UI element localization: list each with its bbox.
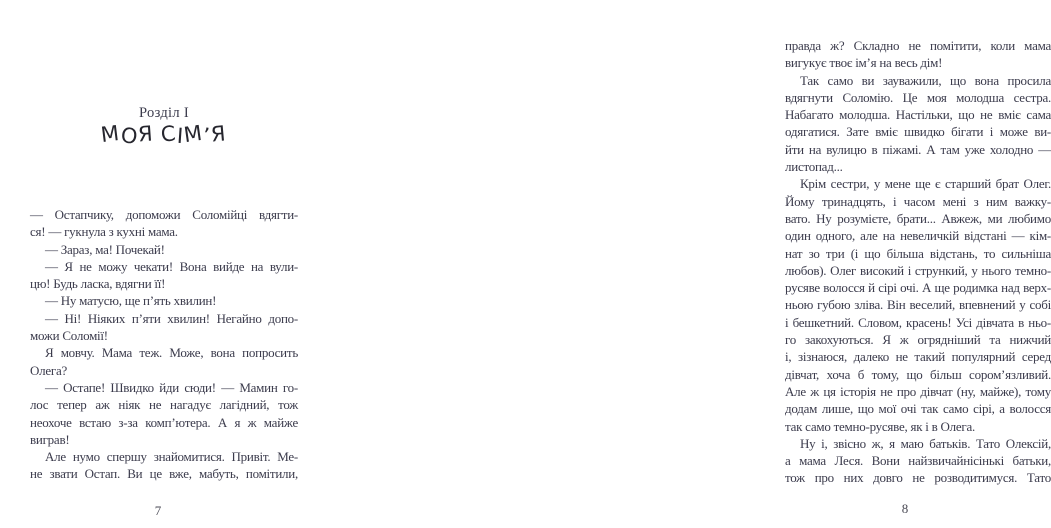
text-line: — Остапчику, допоможи Соломійці вдягти- bbox=[30, 207, 298, 222]
text-line: русяве волосся й сірі очі. А ще родимка над верх- bbox=[785, 280, 1051, 296]
text-line: Так само ви зауважили, що вона просила bbox=[800, 72, 1051, 88]
left-page bbox=[0, 0, 357, 528]
text-line: і, зізнаюся, далеко не такий популярний серед bbox=[785, 349, 1051, 365]
text-line: не звати Остап. Ви це вже, мабуть, помітили, bbox=[30, 466, 298, 482]
text-line: додам лише, що мої очі так само сірі, а волосся bbox=[785, 401, 1051, 417]
text-line: Йому тринадцять, і часом мені з ним важку- bbox=[785, 193, 1051, 209]
text-line: — Зараз, ма! Почекай! bbox=[45, 241, 165, 257]
right-page-number: 8 bbox=[901, 501, 909, 516]
text-line: цю! Будь ласка, вдягни її! bbox=[30, 276, 166, 292]
text-line: вигукує твоє ім’я на весь дім! bbox=[785, 55, 943, 71]
text-line: вдягнути Соломію. Це моя молодша сестра. bbox=[785, 89, 1051, 105]
text-line: йти на вулицю в піжамі. А там уже холодно — bbox=[785, 141, 1051, 157]
text-line: Крім сестри, у мене ще є старший брат Олег. bbox=[800, 176, 1051, 192]
text-line: Але ж ця історія не про дівчат (ну, майже), тому bbox=[785, 383, 1051, 399]
text-line: дівчат, хоча б тому, що більш сором’язливий. bbox=[785, 366, 1051, 382]
text-line: — Я не можу чекати! Вона вийде на вули- bbox=[45, 258, 298, 274]
text-line: і бешкетний. Словом, красень! Усі дівчата в ньо- bbox=[785, 314, 1051, 330]
text-line: виграв! bbox=[30, 431, 70, 447]
text-line: го закохуються. Я ж огрядніший та нижчий bbox=[785, 332, 1051, 348]
text-line: — Ні! Ніяких п’яти хвилин! Негайно допо- bbox=[45, 310, 298, 326]
right-page bbox=[357, 0, 1051, 528]
text-line: так само темно-русяве, як і в Олега. bbox=[785, 418, 976, 434]
text-line: листопад... bbox=[785, 159, 843, 175]
text-line: вато. Ну розумієте, брати... Авжеж, ми любимо bbox=[785, 210, 1051, 226]
text-line: ньою губою зліва. Він веселий, впевнений у собі bbox=[785, 297, 1051, 313]
text-line: неохоче встаю з-за комп’ютера. А я ж майже bbox=[30, 414, 298, 430]
text-line: Але нумо спершу знайомитися. Привіт. Ме- bbox=[45, 449, 298, 465]
text-line: а мама Леся. Вони найзвичайнісінькі батьки, bbox=[785, 453, 1051, 469]
chapter-label: Розділ I bbox=[139, 105, 189, 121]
text-line: ся! — гукнула з кухні мама. bbox=[30, 224, 178, 240]
right-text-block bbox=[785, 37, 1051, 487]
text-line: тож про них довго не розводитимуся. Тато bbox=[785, 470, 1051, 486]
chapter-title: МОЯ СІМ’Я bbox=[99, 120, 228, 149]
text-line: Набагато молодша. Настільки, що не вміє сама bbox=[785, 107, 1051, 123]
text-line: — Ну матусю, ще п’ять хвилин! bbox=[45, 293, 217, 309]
left-page-number: 7 bbox=[154, 503, 162, 518]
text-line: нат зо три (і що більша відстань, то сильніша bbox=[785, 245, 1051, 261]
text-line: одягатися. Зате вміє швидко бігати і може ви- bbox=[785, 124, 1051, 140]
left-text-block bbox=[30, 206, 298, 483]
text-line: один одного, але на невеличкій відстані — кім- bbox=[785, 228, 1051, 244]
text-line: Олега? bbox=[30, 362, 68, 378]
text-line: правда ж? Складно не помітити, коли мама bbox=[785, 38, 1051, 53]
text-line: можи Соломії! bbox=[30, 328, 108, 344]
text-line: Ну і, звісно ж, я маю батьків. Тато Олексій, bbox=[800, 435, 1051, 451]
text-line: лос тепер аж ніяк не нагадує лагідний, тож bbox=[30, 397, 298, 413]
text-line: — Остапе! Швидко йди сюди! — Мамин го- bbox=[45, 379, 298, 395]
text-line: любов). Олег високий і стрункий, у нього темно- bbox=[785, 262, 1051, 278]
text-line: Я мовчу. Мама теж. Може, вона попросить bbox=[45, 345, 298, 361]
